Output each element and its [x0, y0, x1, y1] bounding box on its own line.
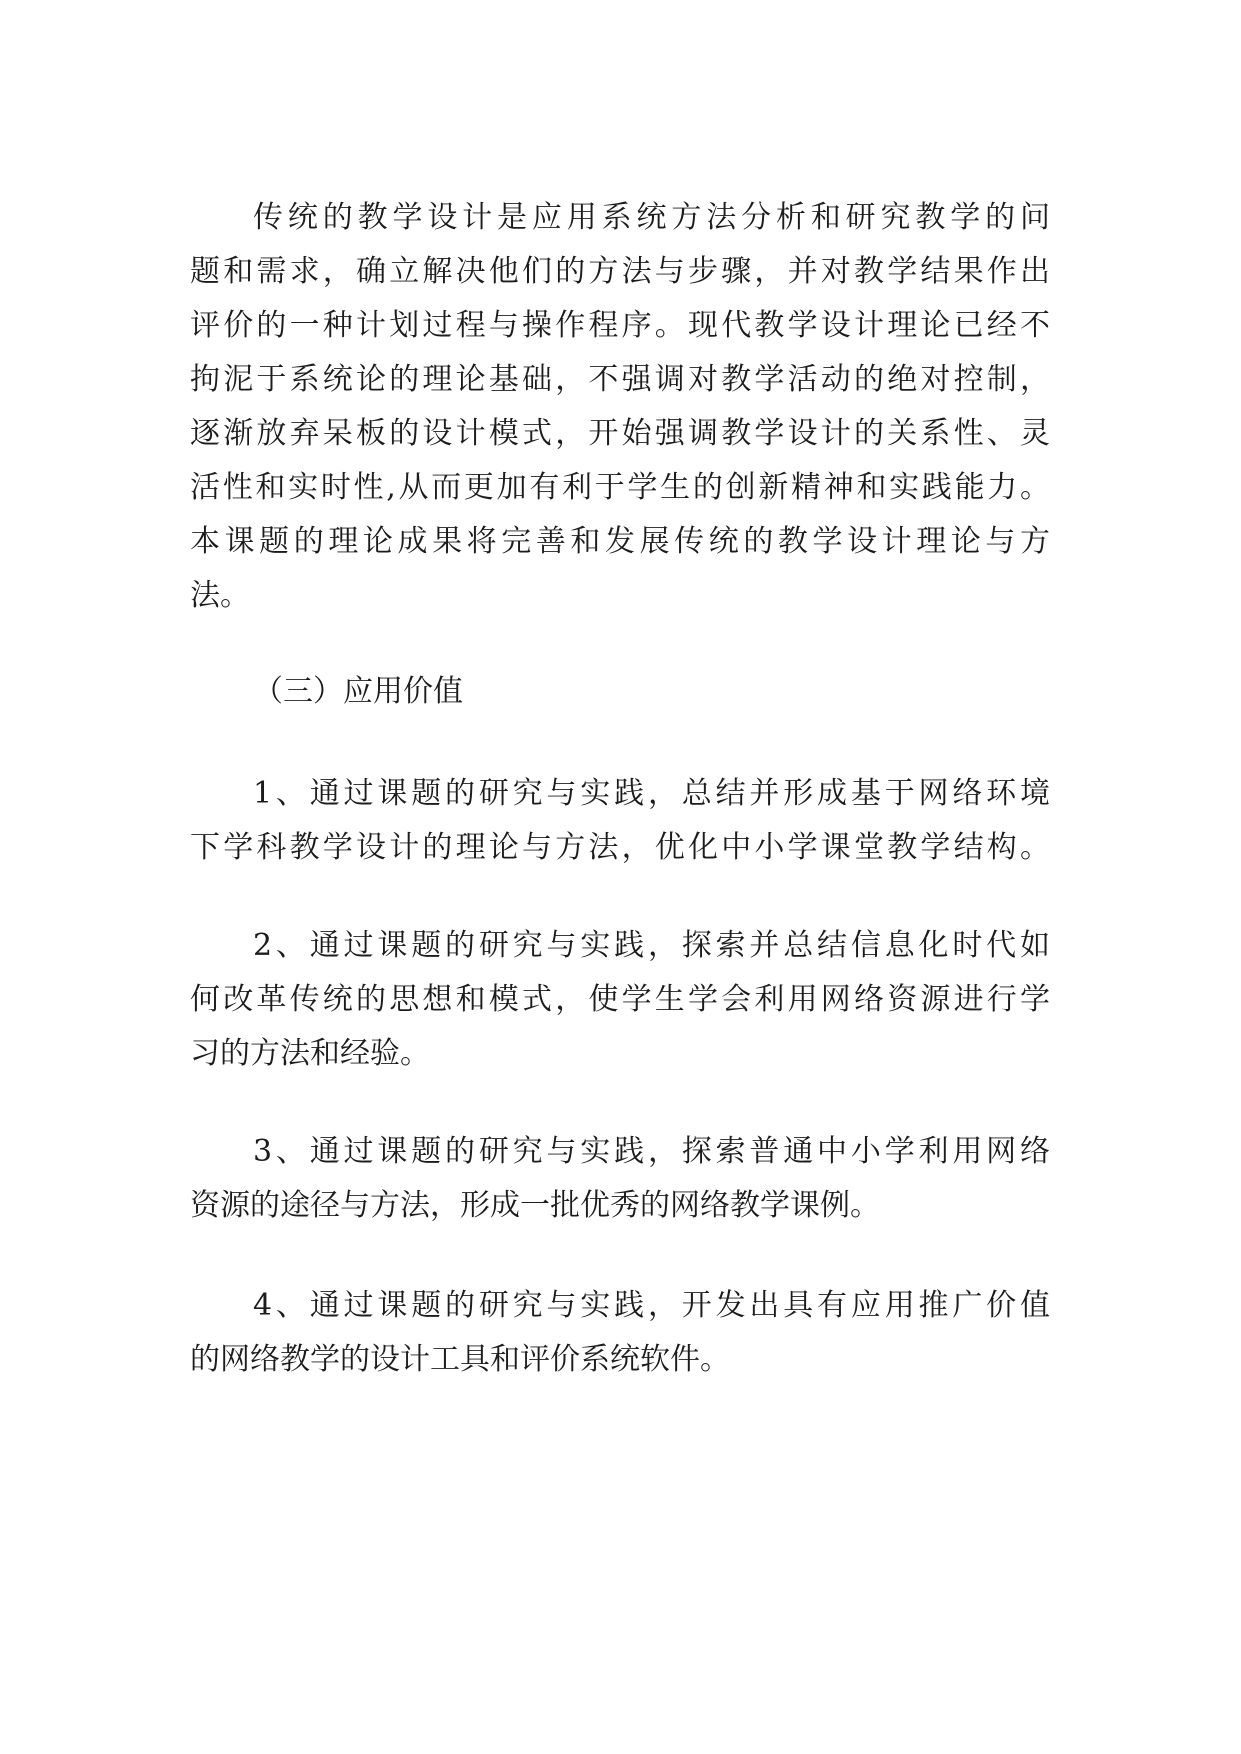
- list-item-line: 习的方法和经验。: [190, 1036, 430, 1071]
- list-item-line: 下学科教学设计的理论与方法，优化中小学课堂教学结构。: [190, 830, 1050, 865]
- paragraph-line: 拘泥于系统论的理论基础，不强调对教学活动的绝对控制，: [190, 362, 1050, 397]
- paragraph-line: 逐渐放弃呆板的设计模式，开始强调教学设计的关系性、灵: [190, 416, 1050, 451]
- paragraph-line: 本课题的理论成果将完善和发展传统的教学设计理论与方: [190, 524, 1050, 559]
- list-item-line: 3、通过课题的研究与实践，探索普通中小学利用网络: [253, 1134, 1050, 1169]
- paragraph-line: 评价的一种计划过程与操作程序。现代教学设计理论已经不: [190, 308, 1050, 343]
- list-item-line: 的网络教学的设计工具和评价系统软件。: [190, 1342, 730, 1377]
- list-item-line: 1、通过课题的研究与实践，总结并形成基于网络环境: [253, 776, 1050, 811]
- list-item-line: 资源的途径与方法，形成一批优秀的网络教学课例。: [190, 1188, 880, 1223]
- list-item-line: 何改革传统的思想和模式，使学生学会利用网络资源进行学: [190, 982, 1050, 1017]
- paragraph-line: 传统的教学设计是应用系统方法分析和研究教学的问: [253, 200, 1050, 235]
- list-item-line: 2、通过课题的研究与实践，探索并总结信息化时代如: [253, 928, 1050, 963]
- paragraph-line: 活性和实时性,从而更加有利于学生的创新精神和实践能力。: [190, 470, 1050, 505]
- paragraph-line: 法。: [190, 578, 250, 613]
- section-heading: （三）应用价值: [253, 674, 463, 709]
- list-item-line: 4、通过课题的研究与实践，开发出具有应用推广价值: [253, 1288, 1050, 1323]
- paragraph-line: 题和需求，确立解决他们的方法与步骤，并对教学结果作出: [190, 254, 1050, 289]
